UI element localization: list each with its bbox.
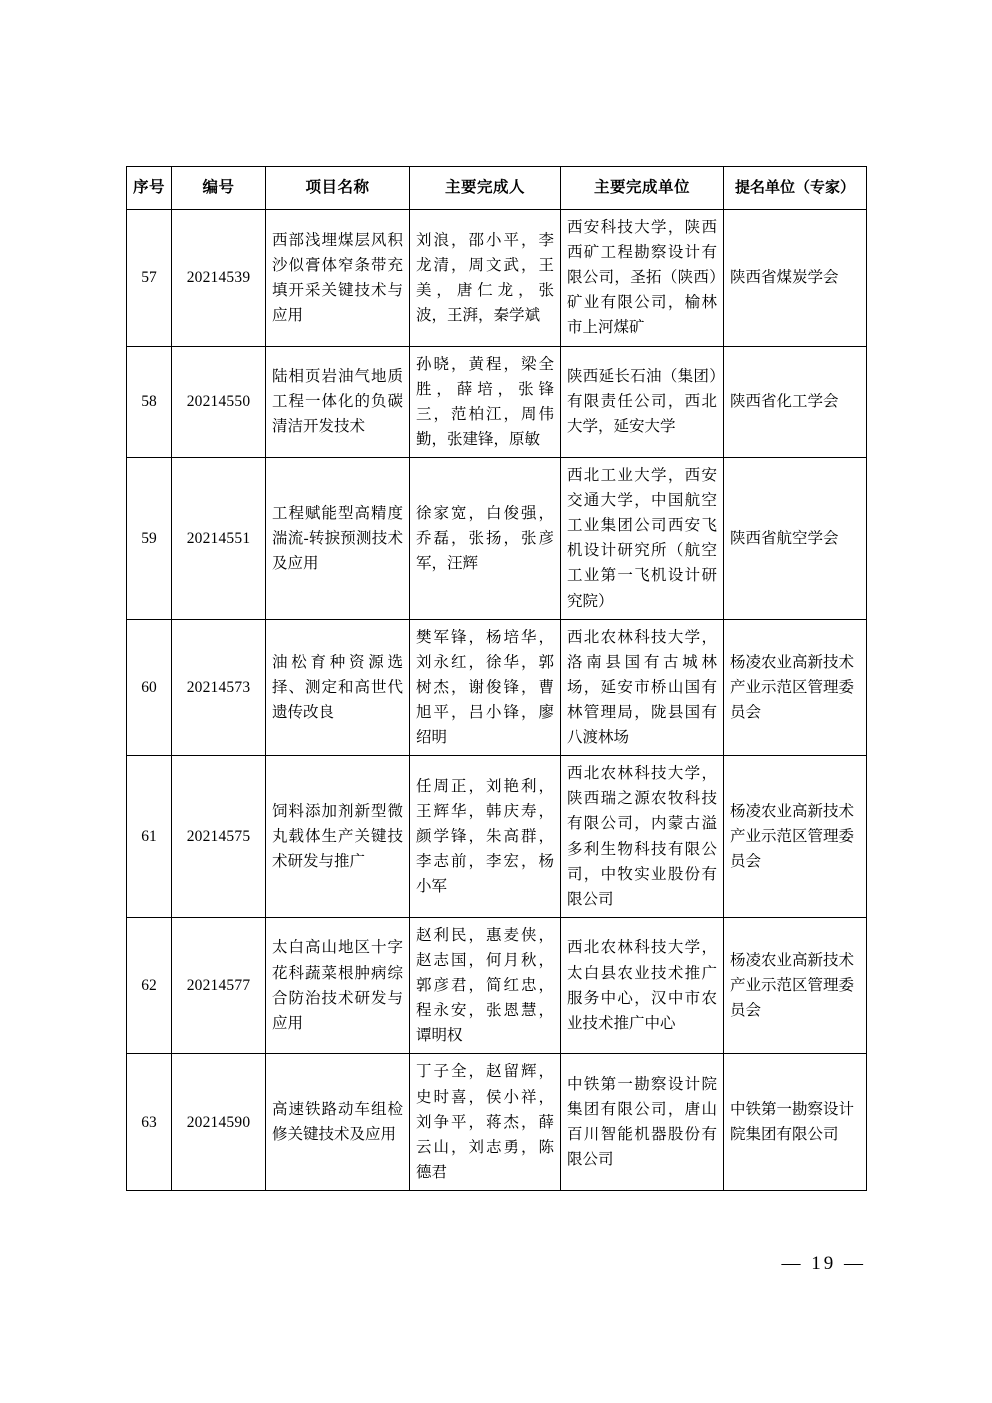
table-header — [127, 167, 867, 210]
cell-code: 20214590 — [172, 1054, 266, 1191]
table-header-row — [127, 167, 867, 210]
cell-nominating-organization: 杨凌农业高新技术产业示范区管理委员会 — [724, 756, 867, 918]
cell-code: 20214551 — [172, 457, 266, 619]
cell-nominating-organization: 中铁第一勘察设计院集团有限公司 — [724, 1054, 867, 1191]
cell-project-name: 高速铁路动车组检修关键技术及应用 — [266, 1054, 410, 1191]
cell-code: 20214573 — [172, 619, 266, 756]
cell-sequence: 60 — [127, 619, 172, 756]
cell-nominating-organization: 陕西省化工学会 — [724, 346, 867, 457]
cell-sequence: 62 — [127, 917, 172, 1054]
cell-sequence: 61 — [127, 756, 172, 918]
cell-main-organizations: 中铁第一勘察设计院集团有限公司，唐山百川智能机器股份有限公司 — [561, 1054, 724, 1191]
table-row — [127, 1054, 867, 1191]
cell-sequence: 58 — [127, 346, 172, 457]
table-row — [127, 346, 867, 457]
cell-main-contributors: 徐家宽，白俊强，乔磊，张扬，张彦军，汪辉 — [410, 457, 561, 619]
cell-main-contributors: 刘浪，邵小平，李龙清，周文武，王美，唐仁龙，张波，王湃，秦学斌 — [410, 210, 561, 347]
cell-code: 20214550 — [172, 346, 266, 457]
cell-main-contributors: 任周正，刘艳利，王辉华，韩庆寿，颜学锋，朱高群，李志前，李宏，杨小军 — [410, 756, 561, 918]
page-number-footer: — 19 — — [781, 1253, 866, 1274]
cell-sequence: 57 — [127, 210, 172, 347]
cell-project-name: 油松育种资源选择、测定和高世代遗传改良 — [266, 619, 410, 756]
table-row — [127, 457, 867, 619]
cell-project-name: 西部浅埋煤层风积沙似膏体窄条带充填开采关键技术与应用 — [266, 210, 410, 347]
award-projects-table — [126, 166, 867, 1191]
cell-main-organizations: 陕西延长石油（集团）有限责任公司，西北大学，延安大学 — [561, 346, 724, 457]
cell-project-name: 太白高山地区十字花科蔬菜根肿病综合防治技术研发与应用 — [266, 917, 410, 1054]
cell-main-organizations: 西安科技大学，陕西西矿工程勘察设计有限公司，圣拓（陕西）矿业有限公司，榆林市上河煤矿 — [561, 210, 724, 347]
cell-nominating-organization: 杨凌农业高新技术产业示范区管理委员会 — [724, 619, 867, 756]
column-header-sequence: 序号 — [127, 167, 172, 210]
cell-main-organizations: 西北农林科技大学，洛南县国有古城林场，延安市桥山国有林管理局，陇县国有八渡林场 — [561, 619, 724, 756]
table-row — [127, 210, 867, 347]
cell-main-organizations: 西北农林科技大学，陕西瑞之源农牧科技有限公司，内蒙古溢多利生物科技有限公司，中牧实业股份有限公司 — [561, 756, 724, 918]
column-header-nominating-organization: 提名单位（专家） — [724, 167, 867, 210]
cell-nominating-organization: 陕西省煤炭学会 — [724, 210, 867, 347]
cell-main-organizations: 西北农林科技大学，太白县农业技术推广服务中心，汉中市农业技术推广中心 — [561, 917, 724, 1054]
table-row — [127, 619, 867, 756]
cell-project-name: 陆相页岩油气地质工程一体化的负碳清洁开发技术 — [266, 346, 410, 457]
table-row — [127, 917, 867, 1054]
column-header-project-name: 项目名称 — [266, 167, 410, 210]
cell-project-name: 工程赋能型高精度湍流-转捩预测技术及应用 — [266, 457, 410, 619]
cell-code: 20214577 — [172, 917, 266, 1054]
cell-sequence: 63 — [127, 1054, 172, 1191]
table-body — [127, 210, 867, 1191]
cell-nominating-organization: 杨凌农业高新技术产业示范区管理委员会 — [724, 917, 867, 1054]
cell-main-contributors: 孙晓，黄程，梁全胜，薛培，张锋三，范柏江，周伟勤，张建锋，原敏 — [410, 346, 561, 457]
cell-code: 20214539 — [172, 210, 266, 347]
cell-main-organizations: 西北工业大学，西安交通大学，中国航空工业集团公司西安飞机设计研究所（航空工业第一飞机设计研究院） — [561, 457, 724, 619]
table-row — [127, 756, 867, 918]
column-header-code: 编号 — [172, 167, 266, 210]
cell-sequence: 59 — [127, 457, 172, 619]
column-header-main-organizations: 主要完成单位 — [561, 167, 724, 210]
cell-main-contributors: 丁子全，赵留辉，史时喜，侯小祥，刘争平，蒋杰，薛云山，刘志勇，陈德君 — [410, 1054, 561, 1191]
cell-main-contributors: 樊军锋，杨培华，刘永红，徐华，郭树杰，谢俊锋，曹旭平，吕小锋，廖绍明 — [410, 619, 561, 756]
cell-code: 20214575 — [172, 756, 266, 918]
cell-nominating-organization: 陕西省航空学会 — [724, 457, 867, 619]
cell-project-name: 饲料添加剂新型微丸载体生产关键技术研发与推广 — [266, 756, 410, 918]
column-header-main-contributors: 主要完成人 — [410, 167, 561, 210]
cell-main-contributors: 赵利民，惠麦侠，赵志国，何月秋，郭彦君，简红忠，程永安，张恩慧，谭明权 — [410, 917, 561, 1054]
